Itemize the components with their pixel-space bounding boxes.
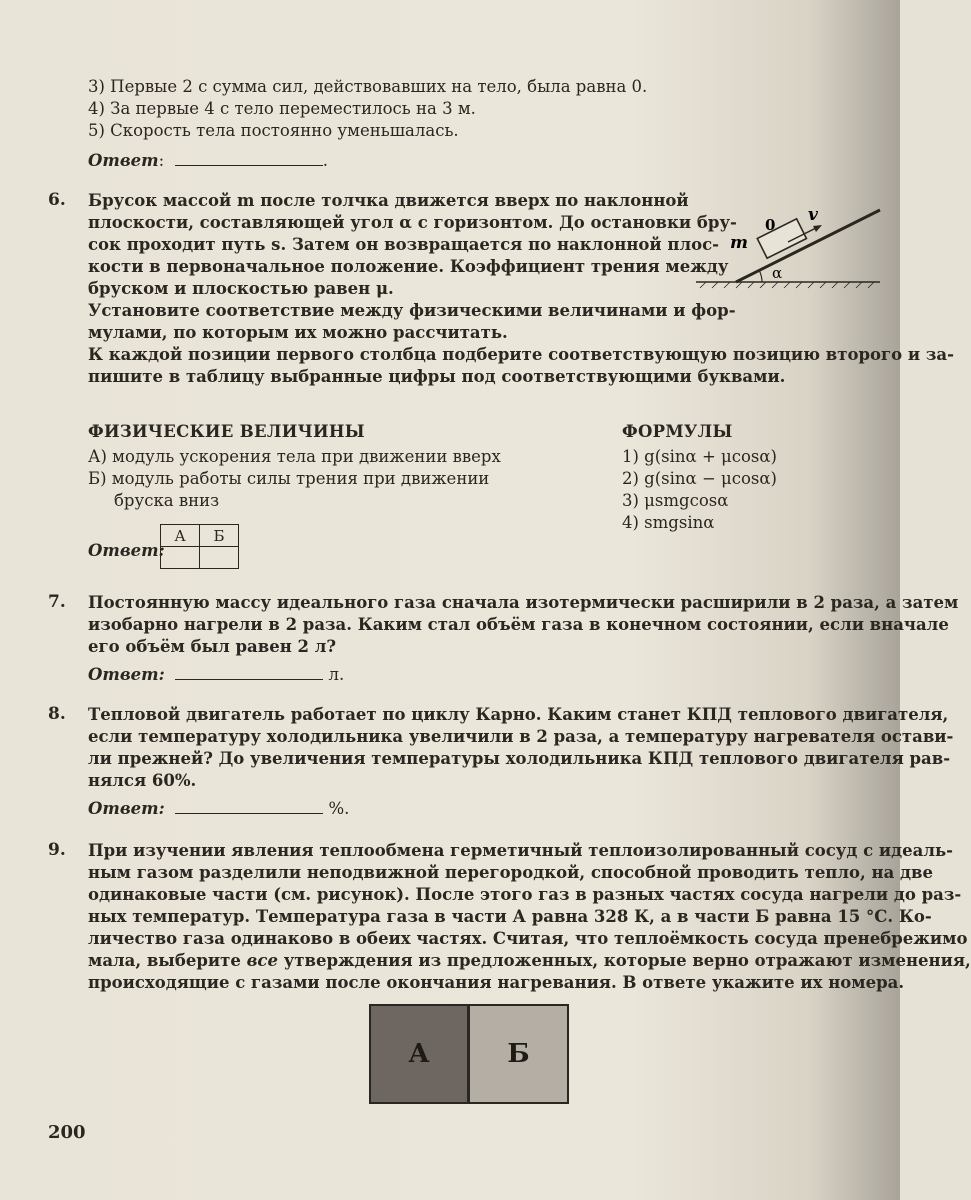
angle-label: α bbox=[772, 264, 783, 282]
q9-line-part: мала, выберите bbox=[88, 951, 247, 970]
question-number: 8. bbox=[48, 704, 66, 724]
q9-line: происходящие с газами после окончания нагревания. В ответе укажите их номера. bbox=[88, 973, 905, 992]
q8-line: если температуру холодильника увеличили в 2 раза, а температуру нагревателя остави- bbox=[88, 727, 954, 746]
prev-item-3: 3) Первые 2 с сумма сил, действовавших на тело, была равна 0. bbox=[88, 77, 648, 96]
q6-line: кости в первоначальное положение. Коэффициент трения между bbox=[88, 257, 729, 276]
q8-line: нялся 60%. bbox=[88, 771, 197, 790]
q6-instruction: мулами, по которым их можно рассчитать. bbox=[88, 323, 508, 342]
formula-3: 3) μsmgcosα bbox=[622, 491, 729, 510]
prev-item-4: 4) За первые 4 с тело переместилось на 3 м. bbox=[88, 99, 476, 118]
answer-field[interactable] bbox=[175, 165, 323, 166]
q9-line: При изучении явления теплообмена герметичный теплоизолированный сосуд с идеаль- bbox=[88, 841, 954, 860]
answer-label: Ответ: bbox=[88, 799, 165, 818]
vessel-part-b: Б bbox=[470, 1006, 567, 1102]
q9-line bbox=[88, 950, 971, 972]
vessel-figure bbox=[369, 1004, 569, 1104]
prev-answer: Ответ: . bbox=[88, 151, 328, 170]
q6-answer-label bbox=[88, 540, 165, 562]
q6-line: бруском и плоскостью равен μ. bbox=[88, 279, 394, 298]
table-header-a: А bbox=[161, 525, 200, 547]
ground-hatching bbox=[700, 282, 874, 288]
velocity-arrowhead bbox=[813, 225, 822, 232]
q9-line-part: утверждения из предложенных, которые верно отражают изменения, bbox=[277, 951, 971, 970]
q8-line: ли прежней? До увеличения температуры холодильника КПД теплового двигателя рав- bbox=[88, 749, 951, 768]
angle-arc bbox=[759, 270, 762, 282]
answer-field[interactable] bbox=[175, 679, 323, 680]
table-header-b: Б bbox=[200, 525, 239, 547]
question-number: 6. bbox=[48, 190, 66, 210]
mass-label: m bbox=[730, 233, 748, 253]
q9-line: ным газом разделили неподвижной перегородкой, способной проводить тепло, на две bbox=[88, 863, 933, 882]
vessel-part-a: А bbox=[371, 1006, 470, 1102]
quantity-b-cont: бруска вниз bbox=[114, 491, 220, 510]
q9-emphasis: все bbox=[246, 951, 278, 970]
table-cell-a[interactable] bbox=[161, 547, 200, 569]
formula-4: 4) smgsinα bbox=[622, 513, 715, 532]
q6-line: плоскости, составляющей угол α с горизонтом. До остановки бру- bbox=[88, 213, 737, 232]
q7-answer bbox=[88, 664, 344, 686]
answer-suffix: . bbox=[322, 151, 328, 170]
page-number: 200 bbox=[48, 1122, 86, 1143]
answer-field[interactable] bbox=[175, 813, 323, 814]
table-cell-b[interactable] bbox=[200, 547, 239, 569]
question-number: 7. bbox=[48, 592, 66, 612]
question-number: 9. bbox=[48, 840, 66, 860]
formulas-header: ФОРМУЛЫ bbox=[622, 422, 733, 441]
q6-instruction: пишите в таблицу выбранные цифры под соответствующими буквами. bbox=[88, 367, 786, 386]
formula-2: 2) g(sinα − μcosα) bbox=[622, 469, 777, 488]
q9-line: ных температур. Температура газа в части А равна 328 К, а в части Б равна 15 °С. Ко- bbox=[88, 907, 932, 926]
q9-line: одинаковые части (см. рисунок). После этого газ в разных частях сосуда нагрели до раз- bbox=[88, 885, 962, 904]
q6-instruction: К каждой позиции первого столбца подберите соответствующую позицию второго и за- bbox=[88, 345, 954, 364]
q6-instruction: Установите соответствие между физическими величинами и фор- bbox=[88, 301, 736, 320]
quantities-header: ФИЗИЧЕСКИЕ ВЕЛИЧИНЫ bbox=[88, 422, 365, 441]
answer-unit: %. bbox=[328, 799, 350, 818]
formula-1: 1) g(sinα + μcosα) bbox=[622, 447, 777, 466]
q8-line: Тепловой двигатель работает по циклу Карно. Каким станет КПД теплового двигателя, bbox=[88, 705, 949, 724]
quantity-b: Б) модуль работы силы трения при движении bbox=[88, 469, 490, 488]
q7-line: его объём был равен 2 л? bbox=[88, 637, 337, 656]
quantity-a: А) модуль ускорения тела при движении вверх bbox=[88, 447, 501, 466]
answer-label: Ответ bbox=[88, 151, 159, 170]
q7-line: Постоянную массу идеального газа сначала изотермически расширили в 2 раза, а затем bbox=[88, 593, 959, 612]
q6-line: Брусок массой m после толчка движется вверх по наклонной bbox=[88, 191, 689, 210]
q7-line: изобарно нагрели в 2 раза. Каким стал объём газа в конечном состоянии, если вначале bbox=[88, 615, 949, 634]
q6-line: сок проходит путь s. Затем он возвращается по наклонной плос- bbox=[88, 235, 720, 254]
q9-line: личество газа одинаково в обеих частях. Считая, что теплоёмкость сосуда пренебрежимо bbox=[88, 929, 968, 948]
q8-answer bbox=[88, 798, 349, 820]
velocity-label: v bbox=[808, 205, 818, 225]
answer-label: Ответ: bbox=[88, 665, 165, 684]
answer-table bbox=[160, 524, 239, 569]
origin-label: 0 bbox=[765, 216, 776, 234]
answer-label: Ответ: bbox=[88, 541, 165, 560]
incline-figure bbox=[692, 196, 884, 300]
answer-unit: л. bbox=[328, 665, 345, 684]
prev-item-5: 5) Скорость тела постоянно уменьшалась. bbox=[88, 121, 459, 140]
